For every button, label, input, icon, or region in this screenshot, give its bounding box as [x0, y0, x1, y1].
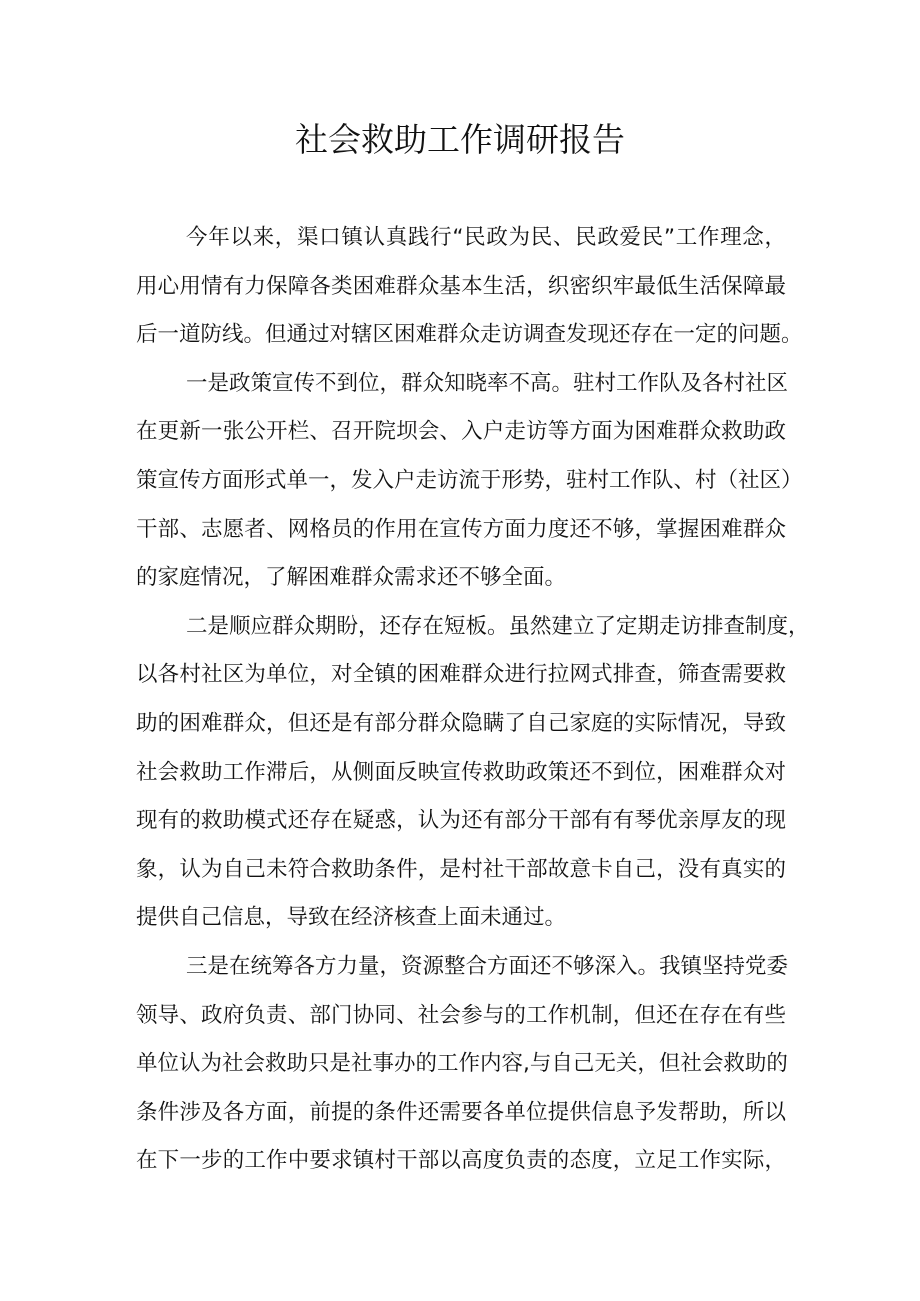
document-title: 社会救助工作调研报告: [295, 120, 625, 159]
text-line: 单位认为社会救助只是社事办的工作内容,与自己无关，但社会救助的: [136, 1051, 788, 1077]
text-line: 今年以来，渠口镇认真践行“民政为民、民政爱民”工作理念，: [186, 225, 786, 250]
text-line: 二是顺应群众期盼，还存在短板。虽然建立了定期走访排查制度，: [186, 613, 810, 639]
text-line: 的家庭情况，了解困难群众需求还不够全面。: [136, 565, 567, 591]
paragraph-intro: [136, 214, 803, 360]
text-line: 象，认为自己未符合救助条件，是村社干部故意卡自己，没有真实的: [136, 856, 786, 882]
text-line: 领导、政府负责、部门协同、社会参与的工作机制，但还在存在有些: [136, 1002, 786, 1028]
text-line: 在下一步的工作中要求镇村干部以高度负责的态度，立足工作实际，: [136, 1148, 786, 1174]
text-line: 以各村社区为单位，对全镇的困难群众进行拉网式排查，筛查需要救: [136, 662, 786, 688]
text-line: 条件涉及各方面，前提的条件还需要各单位提供信息予发帮助，所以: [136, 1099, 786, 1125]
text-line: 提供自己信息，导致在经济核查上面未通过。: [136, 905, 567, 931]
text-line: 用心用情有力保障各类困难群众基本生活，织密织牢最低生活保障最: [136, 273, 786, 299]
text-line: 在更新一张公开栏、召开院坝会、入户走访等方面为困难群众救助政: [136, 419, 786, 445]
paragraph-public-expectations: [136, 603, 810, 943]
text-line: 三是在统筹各方力量，资源整合方面还不够深入。我镇坚持党委: [186, 953, 789, 979]
text-line: 现有的救助模式还存在疑惑，认为还有部分干部有有琴优亲厚友的现: [136, 808, 786, 834]
paragraph-resource-integration: [136, 943, 789, 1186]
text-line: 社会救助工作滞后，从侧面反映宣传救助政策还不到位，困难群众对: [136, 759, 786, 785]
paragraph-policy-publicity: [136, 360, 803, 603]
text-line: 策宣传方面形式单一，发入户走访流于形势，驻村工作队、村（社区）: [136, 467, 803, 493]
document-body: [136, 214, 810, 1186]
text-line: 后一道防线。但通过对辖区困难群众走访调查发现还存在一定的问题。: [136, 322, 803, 348]
text-line: 干部、志愿者、网格员的作用在宣传方面力度还不够，掌握困难群众: [136, 516, 786, 542]
text-line: 助的困难群众，但还是有部分群众隐瞒了自己家庭的实际情况，导致: [136, 710, 786, 736]
text-line: 一是政策宣传不到位，群众知晓率不高。驻村工作队及各村社区: [186, 370, 789, 396]
